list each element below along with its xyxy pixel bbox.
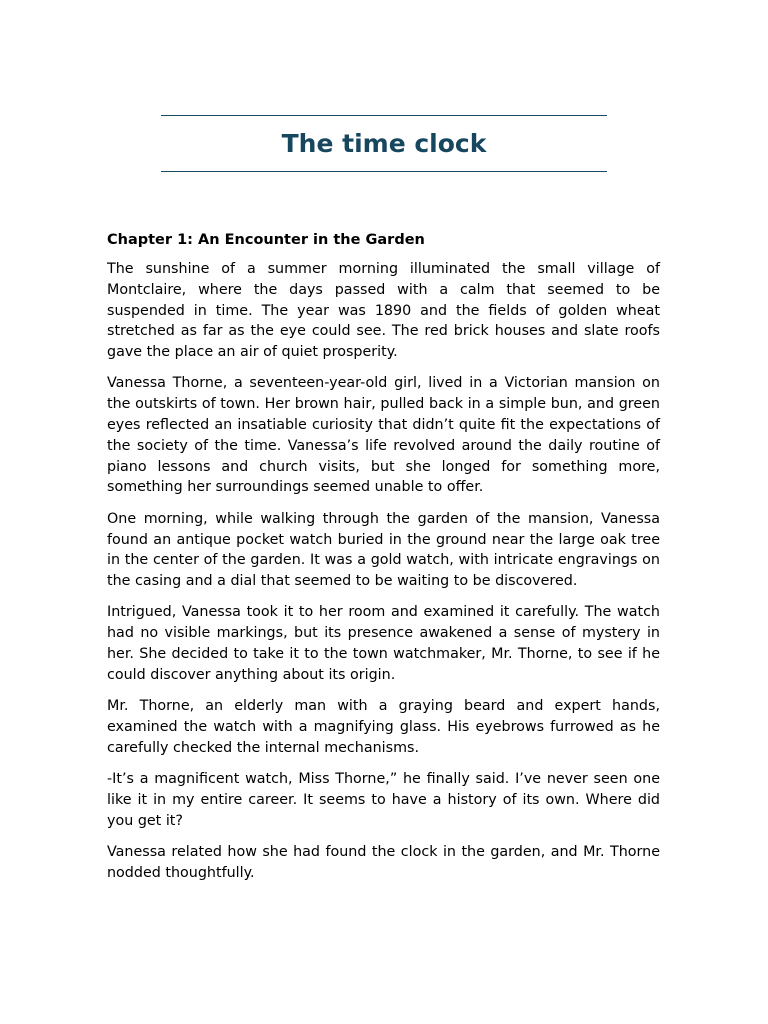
chapter-heading: Chapter 1: An Encounter in the Garden xyxy=(107,232,425,248)
paragraph: Vanessa related how she had found the clock in the garden, and Mr. Thorne nodded thoughtfully. xyxy=(107,843,660,881)
paragraph: Intrigued, Vanessa took it to her room and examined it carefully. The watch had no visible markings, but its presence awakened a sense of mystery in her. She decided to take it to the town watchmaker, Mr. Thorne, to see if he could discover anything about its origin. xyxy=(107,604,660,683)
chapter-content xyxy=(107,230,660,894)
paragraph: Mr. Thorne, an elderly man with a graying beard and expert hands, examined the watch with a magnifying glass. His eyebrows furrowed as he carefully checked the internal mechanisms. xyxy=(107,698,660,756)
document-title: The time clock xyxy=(281,129,487,158)
paragraph: One morning, while walking through the garden of the mansion, Vanessa found an antique pocket watch buried in the ground near the large oak tree in the center of the garden. It was a gold watch, with intricate engravings on the casing and a dial that seemed to be waiting to be discovered. xyxy=(107,510,660,590)
paragraph: The sunshine of a summer morning illuminated the small village of Montclaire, where the days passed with a calm that seemed to be suspended in time. The year was 1890 and the fields of golden wheat stretched as far as the eye could see. The red brick houses and slate roofs gave the place an air of quiet prosperity. xyxy=(107,261,660,361)
title-block xyxy=(161,115,607,172)
paragraph: -It’s a magnificent watch, Miss Thorne,” he finally said. I’ve never seen one like it in my entire career. It seems to have a history of its own. Where did you get it? xyxy=(107,771,660,829)
paragraph: Vanessa Thorne, a seventeen-year-old girl, lived in a Victorian mansion on the outskirts of town. Her brown hair, pulled back in a simple bun, and green eyes reflected an insatiable curiosity that didn’t quite fit the expectations of the society of the time. Vanessa’s life revolved around the daily routine of piano lessons and church visits, but she longed for something more, something her surroundings seemed unable to offer. xyxy=(107,375,660,496)
